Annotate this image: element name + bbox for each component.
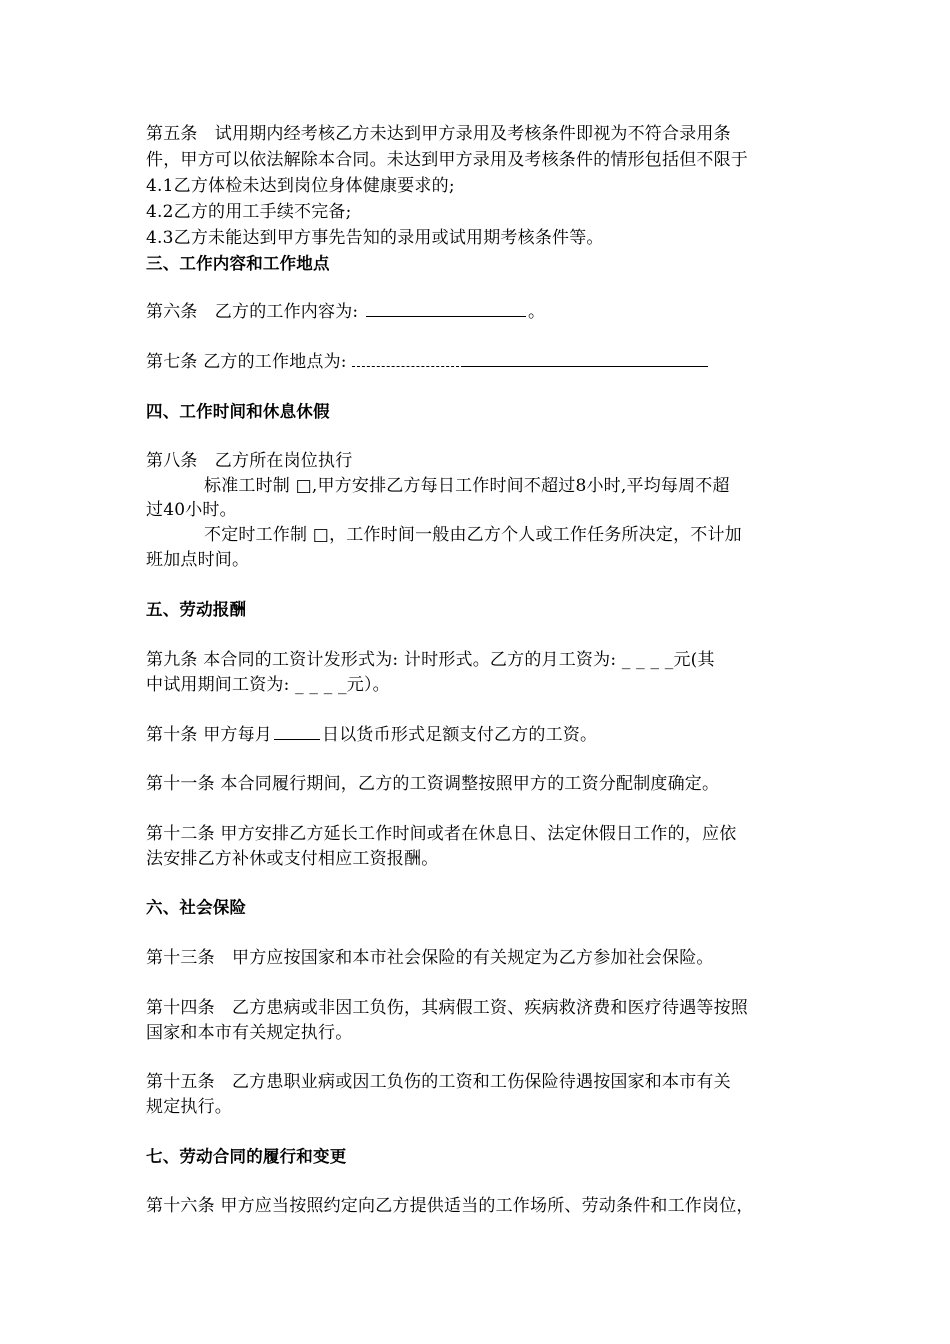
work-content-blank[interactable]	[366, 301, 526, 317]
article-8-line-5: 班加点时间。	[146, 550, 250, 570]
article-6	[146, 300, 545, 324]
article-7-text: 第七条 乙方的工作地点为:	[146, 352, 347, 372]
section-4-heading: 四、工作时间和休息休假	[146, 402, 330, 421]
article-5-item-2: 4.2乙方的用工手续不完备;	[146, 202, 352, 222]
article-5-item-3: 4.3乙方未能达到甲方事先告知的录用或试用期考核条件等。	[146, 228, 604, 248]
article-12-line-2: 法安排乙方补休或支付相应工资报酬。	[146, 849, 439, 869]
section-6-heading: 六、社会保险	[146, 898, 247, 917]
article-13: 第十三条 甲方应按国家和本市社会保险的有关规定为乙方参加社会保险。	[146, 948, 714, 968]
section-5-heading: 五、劳动报酬	[146, 600, 247, 619]
article-10-pre: 第十条 甲方每月	[146, 725, 273, 745]
article-5-line-1: 第五条 试用期内经考核乙方未达到甲方录用及考核条件即视为不符合录用条	[146, 124, 731, 144]
article-14-line-2: 国家和本市有关规定执行。	[146, 1023, 353, 1043]
article-8-flexible-hours: 不定时工作制 □，工作时间一般由乙方个人或工作任务所决定，不计加	[204, 525, 742, 545]
article-15-line-2: 规定执行。	[146, 1097, 232, 1117]
article-16-line-1: 第十六条 甲方应当按照约定向乙方提供适当的工作场所、劳动条件和工作岗位，	[146, 1196, 754, 1216]
article-5-item-1: 4.1乙方体检未达到岗位身体健康要求的;	[146, 176, 455, 196]
article-6-text: 第六条 乙方的工作内容为:	[146, 302, 359, 322]
article-14-line-1: 第十四条 乙方患病或非因工负伤，其病假工资、疾病救济费和医疗待遇等按照	[146, 998, 748, 1018]
article-10	[146, 723, 597, 747]
article-9-line-2: 中试用期间工资为: _ _ _ _元）。	[146, 675, 390, 695]
section-3-heading: 三、工作内容和工作地点	[146, 254, 330, 273]
article-8-line-3: 过40小时。	[146, 500, 237, 520]
section-7-heading: 七、劳动合同的履行和变更	[146, 1147, 347, 1166]
article-12-line-1: 第十二条 甲方安排乙方延长工作时间或者在休息日、法定休假日工作的，应依	[146, 824, 737, 844]
pay-day-blank[interactable]	[274, 724, 320, 740]
article-15-line-1: 第十五条 乙方患职业病或因工负伤的工资和工伤保险待遇按国家和本市有关	[146, 1072, 731, 1092]
article-8-standard-hours: 标准工时制 □,甲方安排乙方每日工作时间不超过8小时,平均每周不超	[204, 476, 730, 496]
article-8-line-1: 第八条 乙方所在岗位执行	[146, 451, 353, 471]
work-location-blank[interactable]	[352, 352, 708, 367]
article-5-line-2: 件，甲方可以依法解除本合同。未达到甲方录用及考核条件的情形包括但不限于	[146, 150, 748, 170]
article-9-line-1: 第九条 本合同的工资计发形式为: 计时形式。乙方的月工资为: _ _ _ _元(其	[146, 650, 715, 670]
article-11: 第十一条 本合同履行期间，乙方的工资调整按照甲方的工资分配制度确定。	[146, 774, 720, 794]
article-7	[146, 350, 708, 374]
article-6-end: 。	[527, 302, 546, 322]
article-10-post: 日以货币形式足额支付乙方的工资。	[322, 725, 598, 745]
